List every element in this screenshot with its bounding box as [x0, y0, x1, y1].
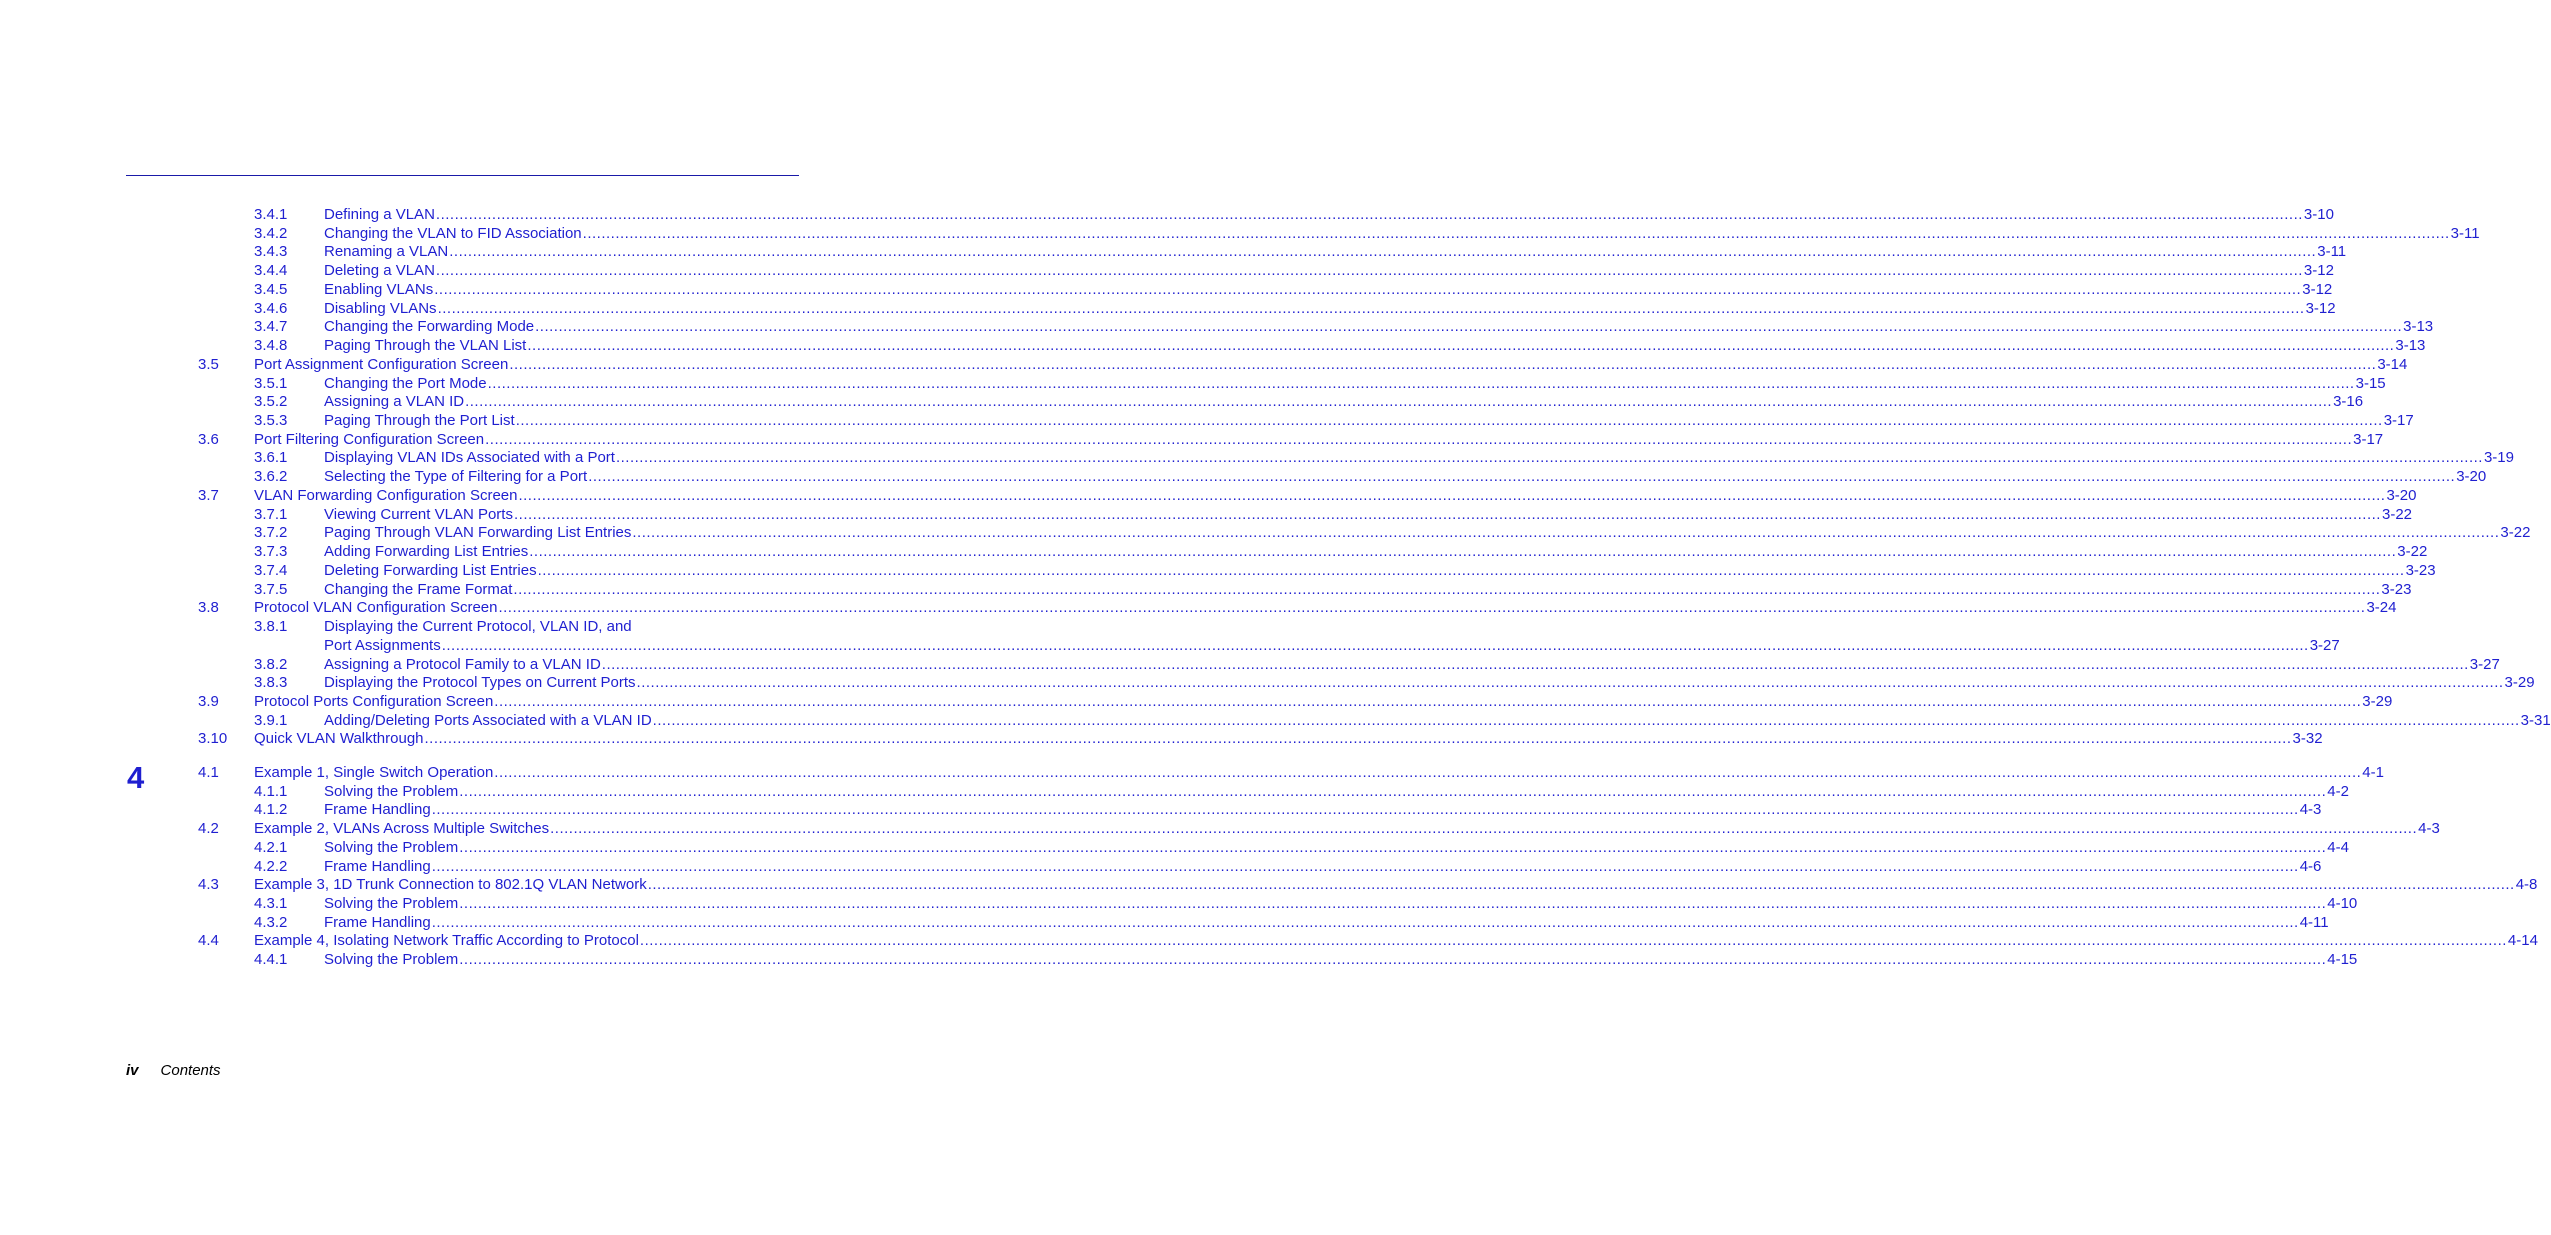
- toc-entry[interactable]: [324, 655, 2500, 674]
- chapter-number: 4: [127, 760, 145, 795]
- toc-row[interactable]: [0, 838, 2349, 857]
- dot-leader: ................................................................................................................................................................................................................................................................................................................................................................................................................: [513, 505, 2381, 523]
- toc-entry[interactable]: [324, 673, 2535, 692]
- dot-leader: ................................................................................................................................................................................................................................................................................................................................................................................................................: [459, 782, 2327, 800]
- footer-page-number: iv: [126, 1062, 139, 1079]
- toc-row[interactable]: [0, 280, 2333, 299]
- toc-entry-title: Quick VLAN Walkthrough: [254, 730, 424, 748]
- dot-leader: ................................................................................................................................................................................................................................................................................................................................................................................................................: [437, 299, 2305, 317]
- toc-row[interactable]: [0, 580, 2412, 599]
- toc-entry[interactable]: [324, 224, 2480, 243]
- header-rule: [126, 175, 799, 176]
- toc-entry-number: 3.7.5: [254, 580, 288, 598]
- toc-entry-number: 3.4.8: [254, 337, 288, 355]
- toc-row[interactable]: [0, 598, 2397, 617]
- toc-entry-page: 3-32: [2292, 730, 2323, 748]
- toc-row[interactable]: [0, 355, 2408, 374]
- toc-entry-number: 4.1.2: [254, 801, 288, 819]
- dot-leader: ................................................................................................................................................................................................................................................................................................................................................................................................................: [424, 730, 2292, 748]
- toc-entry-title: Deleting Forwarding List Entries: [324, 561, 537, 579]
- toc-entry-page: 4-6: [2299, 857, 2322, 875]
- toc-entry-title: Displaying VLAN IDs Associated with a Port: [324, 449, 615, 467]
- toc-entry[interactable]: [324, 374, 2386, 393]
- toc-entry[interactable]: [324, 261, 2334, 280]
- toc-entry-title: Disabling VLANs: [324, 299, 437, 317]
- toc-entry-number: 4.3.2: [254, 913, 288, 931]
- toc-entry-title: Port Assignment Configuration Screen: [254, 355, 509, 373]
- toc-entry-title: Paging Through the Port List: [324, 412, 515, 430]
- toc-entry-number: 3.4.5: [254, 280, 288, 298]
- toc-entry[interactable]: [324, 800, 2322, 819]
- toc-entry[interactable]: [324, 467, 2487, 486]
- toc-row[interactable]: [0, 411, 2414, 430]
- toc-entry-page: 3-12: [2305, 299, 2336, 317]
- toc-entry-number: 4.1.1: [254, 782, 288, 800]
- toc-entry-title[interactable]: Displaying the Current Protocol, VLAN ID, and: [324, 618, 632, 636]
- toc-row[interactable]: [0, 913, 2329, 932]
- toc-entry-number: 3.7.4: [254, 561, 288, 579]
- toc-entry-number: 3.6.2: [254, 468, 288, 486]
- toc-entry-page: 3-31: [2520, 711, 2551, 729]
- dot-leader: ................................................................................................................................................................................................................................................................................................................................................................................................................: [513, 580, 2381, 598]
- dot-leader: ................................................................................................................................................................................................................................................................................................................................................................................................................: [515, 412, 2383, 430]
- toc-row[interactable]: [0, 317, 2434, 336]
- toc-entry[interactable]: [254, 819, 2440, 838]
- toc-row[interactable]: [0, 205, 2334, 224]
- toc-entry-page: 3-11: [2317, 243, 2347, 261]
- toc-entry[interactable]: [254, 692, 2393, 711]
- toc-entry-title: Deleting a VLAN: [324, 262, 435, 280]
- toc-entry-number: 4.3.1: [254, 894, 288, 912]
- toc-row[interactable]: [0, 617, 954, 636]
- toc-entry-number: 3.5: [198, 355, 219, 373]
- dot-leader: ................................................................................................................................................................................................................................................................................................................................................................................................................: [518, 486, 2386, 504]
- toc-row[interactable]: [0, 692, 2393, 711]
- toc-entry[interactable]: [324, 392, 2364, 411]
- toc-row[interactable]: [0, 430, 2384, 449]
- toc-entry-title: Solving the Problem: [324, 951, 459, 968]
- toc-entry-number: 4.4.1: [254, 951, 288, 968]
- toc-entry-page: 4-15: [2327, 951, 2358, 968]
- toc-entry-number: 3.4.1: [254, 206, 288, 223]
- toc-entry-number: 3.7: [198, 486, 219, 504]
- toc-entry-title: Renaming a VLAN: [324, 243, 449, 261]
- dot-leader: ................................................................................................................................................................................................................................................................................................................................................................................................................: [435, 206, 2303, 223]
- toc-entry[interactable]: [324, 894, 2358, 913]
- toc-entry-page: 3-12: [2302, 280, 2333, 298]
- toc-entry-number: 4.4: [198, 932, 219, 950]
- toc-entry[interactable]: [324, 636, 2340, 655]
- toc-row[interactable]: [0, 894, 2358, 913]
- toc-entry-number: 3.8.3: [254, 674, 288, 692]
- dot-leader: ................................................................................................................................................................................................................................................................................................................................................................................................................: [529, 543, 2397, 561]
- toc-entry[interactable]: [254, 729, 2323, 748]
- toc-row[interactable]: [0, 336, 2426, 355]
- toc-entry-page: 3-14: [2377, 355, 2408, 373]
- toc-entry-page: 4-3: [2418, 820, 2440, 838]
- toc-entry[interactable]: [254, 486, 2417, 505]
- toc-entry-title: Adding Forwarding List Entries: [324, 543, 529, 561]
- dot-leader: ................................................................................................................................................................................................................................................................................................................................................................................................................: [485, 430, 2353, 448]
- toc-entry-title: Changing the Port Mode: [324, 374, 487, 392]
- toc-row[interactable]: [0, 729, 2323, 748]
- toc-entry[interactable]: [324, 523, 2531, 542]
- toc-entry[interactable]: [324, 205, 2334, 224]
- toc-entry[interactable]: [254, 875, 2538, 894]
- toc-row[interactable]: [0, 875, 2538, 894]
- toc-entry[interactable]: [324, 505, 2413, 524]
- dot-leader: ................................................................................................................................................................................................................................................................................................................................................................................................................: [465, 393, 2333, 411]
- dot-leader: ................................................................................................................................................................................................................................................................................................................................................................................................................: [632, 524, 2500, 542]
- toc-entry-title: Changing the Frame Format: [324, 580, 513, 598]
- toc-entry-page: 3-12: [2303, 262, 2334, 280]
- dot-leader: ................................................................................................................................................................................................................................................................................................................................................................................................................: [487, 374, 2355, 392]
- toc-entry-page: 4-8: [2515, 876, 2538, 894]
- toc-entry-title: Paging Through VLAN Forwarding List Entries: [324, 524, 632, 542]
- toc-entry-page: 3-15: [2355, 374, 2386, 392]
- dot-leader: ................................................................................................................................................................................................................................................................................................................................................................................................................: [639, 932, 2507, 950]
- toc-entry-title: Assigning a Protocol Family to a VLAN ID: [324, 655, 601, 673]
- toc-entry-page: 4-10: [2327, 894, 2358, 912]
- toc-entry-number: 4.2: [198, 820, 219, 838]
- toc-entry-number: 3.7.1: [254, 505, 288, 523]
- toc-entry-title: Example 4, Isolating Network Traffic According to Protocol: [254, 932, 639, 950]
- toc-entry-page: 3-23: [2381, 580, 2412, 598]
- toc-row[interactable]: [0, 299, 2336, 318]
- dot-leader: ................................................................................................................................................................................................................................................................................................................................................................................................................: [535, 318, 2403, 336]
- dot-leader: ................................................................................................................................................................................................................................................................................................................................................................................................................: [449, 243, 2317, 261]
- toc-row[interactable]: [0, 857, 2322, 876]
- toc-entry-page: 3-23: [2405, 561, 2436, 579]
- toc-row[interactable]: [0, 261, 2334, 280]
- toc-entry-title: Example 2, VLANs Across Multiple Switches: [254, 820, 550, 838]
- toc-entry-title: Protocol VLAN Configuration Screen: [254, 599, 498, 617]
- toc-entry-number: 3.5.2: [254, 393, 288, 411]
- toc-entry-title: Viewing Current VLAN Ports: [324, 505, 513, 523]
- toc-entry-page: 3-22: [2500, 524, 2531, 542]
- toc-entry-title: Solving the Problem: [324, 782, 459, 800]
- toc-row[interactable]: [0, 819, 2440, 838]
- dot-leader: ................................................................................................................................................................................................................................................................................................................................................................................................................: [527, 337, 2395, 355]
- toc-entry-number: 3.4.6: [254, 299, 288, 317]
- toc-entry-page: 3-22: [2381, 505, 2413, 523]
- toc-entry-page: 3-29: [2362, 692, 2393, 710]
- dot-leader: ................................................................................................................................................................................................................................................................................................................................................................................................................: [431, 857, 2299, 875]
- toc-entry-title: Frame Handling: [324, 801, 431, 819]
- dot-leader: ................................................................................................................................................................................................................................................................................................................................................................................................................: [615, 449, 2483, 467]
- toc-row[interactable]: [0, 636, 2340, 655]
- toc-entry-number: 3.7.3: [254, 543, 288, 561]
- dot-leader: ................................................................................................................................................................................................................................................................................................................................................................................................................: [459, 894, 2327, 912]
- toc-entry-page: 3-13: [2403, 318, 2434, 336]
- toc-entry-title: Port Filtering Configuration Screen: [254, 430, 485, 448]
- toc-entry-page: 3-27: [2309, 636, 2340, 654]
- toc-entry-number: 4.2.2: [254, 857, 288, 875]
- toc-entry-number: 4.2.1: [254, 838, 288, 856]
- toc-entry-page: 3-29: [2504, 674, 2535, 692]
- dot-leader: ................................................................................................................................................................................................................................................................................................................................................................................................................: [509, 355, 2377, 373]
- toc-entry[interactable]: [324, 280, 2333, 299]
- toc-entry-title: Defining a VLAN: [324, 206, 435, 223]
- toc-entry-page: 3-10: [2303, 206, 2334, 223]
- toc-row[interactable]: [0, 561, 2436, 580]
- toc-row[interactable]: [0, 486, 2417, 505]
- toc-row[interactable]: [0, 673, 2535, 692]
- toc-entry-page: 3-20: [2456, 468, 2487, 486]
- toc-entry-page: 4-4: [2327, 838, 2349, 856]
- dot-leader: ................................................................................................................................................................................................................................................................................................................................................................................................................: [431, 913, 2299, 931]
- toc-entry-page: 4-3: [2299, 801, 2322, 819]
- toc-row[interactable]: [0, 800, 2322, 819]
- toc-entry-page: 3-27: [2469, 655, 2500, 673]
- toc-row[interactable]: [0, 931, 2538, 950]
- toc-entry[interactable]: [324, 561, 2436, 580]
- toc-entry[interactable]: [254, 598, 2397, 617]
- toc-row[interactable]: [0, 542, 2428, 561]
- toc-entry[interactable]: [254, 763, 2384, 782]
- dot-leader: ................................................................................................................................................................................................................................................................................................................................................................................................................: [582, 224, 2450, 242]
- toc-entry-page: 3-20: [2386, 486, 2417, 504]
- toc-entry[interactable]: [324, 411, 2414, 430]
- dot-leader: ................................................................................................................................................................................................................................................................................................................................................................................................................: [494, 692, 2362, 710]
- dot-leader: ................................................................................................................................................................................................................................................................................................................................................................................................................: [459, 838, 2327, 856]
- toc-entry-title: Example 3, 1D Trunk Connection to 802.1Q VLAN Network: [254, 876, 647, 894]
- toc-entry-title: Changing the VLAN to FID Association: [324, 224, 582, 242]
- toc-entry-title: Protocol Ports Configuration Screen: [254, 692, 494, 710]
- toc-entry-title: Assigning a VLAN ID: [324, 393, 465, 411]
- toc-entry-page: 3-16: [2333, 393, 2364, 411]
- toc-entry-title: VLAN Forwarding Configuration Screen: [254, 486, 518, 504]
- dot-leader: ................................................................................................................................................................................................................................................................................................................................................................................................................: [652, 711, 2520, 729]
- toc-entry-number: 3.6: [198, 430, 219, 448]
- toc-entry-title: Enabling VLANs: [324, 280, 434, 298]
- toc-entry-title: Displaying the Protocol Types on Current Ports: [324, 674, 636, 692]
- toc-entry-title: Solving the Problem: [324, 838, 459, 856]
- toc-entry[interactable]: [324, 542, 2428, 561]
- dot-leader: ................................................................................................................................................................................................................................................................................................................................................................................................................: [588, 468, 2456, 486]
- toc-entry-page: 4-2: [2327, 782, 2349, 800]
- toc-row[interactable]: [0, 505, 2413, 524]
- toc-entry-number: 3.8: [198, 599, 219, 617]
- toc-entry[interactable]: [324, 950, 2358, 969]
- dot-leader: ................................................................................................................................................................................................................................................................................................................................................................................................................: [441, 636, 2309, 654]
- toc-entry-title: Frame Handling: [324, 913, 431, 931]
- toc-entry-page: 3-17: [2383, 412, 2414, 430]
- toc-entry[interactable]: [324, 711, 2551, 730]
- dot-leader: ................................................................................................................................................................................................................................................................................................................................................................................................................: [550, 820, 2418, 838]
- toc-entry-number: 4.1: [198, 764, 219, 781]
- toc-entry-number: 3.9.1: [254, 711, 288, 729]
- toc-entry-number: 3.5.1: [254, 374, 288, 392]
- dot-leader: ................................................................................................................................................................................................................................................................................................................................................................................................................: [601, 655, 2469, 673]
- toc-entry-number: 3.10: [198, 730, 228, 748]
- toc-entry-number: 3.9: [198, 692, 219, 710]
- toc-row[interactable]: [0, 523, 2531, 542]
- toc-row[interactable]: [0, 374, 2386, 393]
- toc-row[interactable]: [0, 655, 2500, 674]
- toc-entry-title: Paging Through the VLAN List: [324, 337, 527, 355]
- toc-row[interactable]: [0, 242, 2347, 261]
- toc-entry-number: 3.4.2: [254, 224, 288, 242]
- toc-entry-number: 3.8.2: [254, 655, 288, 673]
- toc-row[interactable]: [0, 448, 2514, 467]
- toc-entry-page: 4-14: [2507, 932, 2538, 950]
- toc-entry[interactable]: [324, 448, 2514, 467]
- dot-leader: ................................................................................................................................................................................................................................................................................................................................................................................................................: [435, 262, 2303, 280]
- toc-entry-title: Selecting the Type of Filtering for a Port: [324, 468, 588, 486]
- toc-entry-title: Solving the Problem: [324, 894, 459, 912]
- toc-entry[interactable]: [324, 838, 2349, 857]
- dot-leader: ................................................................................................................................................................................................................................................................................................................................................................................................................: [434, 280, 2302, 298]
- toc-entry-page: 3-24: [2366, 599, 2397, 617]
- toc-entry[interactable]: [254, 931, 2538, 950]
- dot-leader: ................................................................................................................................................................................................................................................................................................................................................................................................................: [431, 801, 2299, 819]
- toc-entry-page: 4-1: [2362, 764, 2384, 781]
- toc-entry-number: 4.3: [198, 876, 219, 894]
- toc-entry[interactable]: [324, 299, 2336, 318]
- toc-entry-page: 4-11: [2299, 913, 2329, 931]
- toc-entry[interactable]: [324, 317, 2434, 336]
- dot-leader: ................................................................................................................................................................................................................................................................................................................................................................................................................: [537, 561, 2405, 579]
- toc-entry-number: 3.4.7: [254, 318, 288, 336]
- toc-row[interactable]: [0, 711, 2551, 730]
- toc-entry[interactable]: [254, 355, 2408, 374]
- toc-entry-page: 3-11: [2450, 224, 2480, 242]
- toc-entry-title: Port Assignments: [324, 636, 441, 654]
- dot-leader: ................................................................................................................................................................................................................................................................................................................................................................................................................: [459, 951, 2327, 968]
- toc-entry-page: 3-13: [2395, 337, 2426, 355]
- toc-entry-number: 3.6.1: [254, 449, 288, 467]
- dot-leader: ................................................................................................................................................................................................................................................................................................................................................................................................................: [647, 876, 2515, 894]
- toc-entry-number: 3.4.3: [254, 243, 288, 261]
- toc-entry[interactable]: [324, 242, 2347, 261]
- page-footer: [126, 1061, 221, 1080]
- toc-row[interactable]: [0, 224, 2480, 243]
- dot-leader: ................................................................................................................................................................................................................................................................................................................................................................................................................: [494, 764, 2362, 781]
- dot-leader: ................................................................................................................................................................................................................................................................................................................................................................................................................: [636, 674, 2504, 692]
- toc-entry-page: 3-17: [2353, 430, 2384, 448]
- toc-entry-title: Changing the Forwarding Mode: [324, 318, 535, 336]
- toc-entry-title: Adding/Deleting Ports Associated with a VLAN ID: [324, 711, 652, 729]
- toc-entry[interactable]: [324, 580, 2412, 599]
- toc-entry[interactable]: [324, 913, 2329, 932]
- toc-row[interactable]: [0, 467, 2487, 486]
- toc-entry-number: 3.7.2: [254, 524, 288, 542]
- toc-entry-number: 3.4.4: [254, 262, 288, 280]
- toc-row[interactable]: [0, 950, 2358, 969]
- dot-leader: ................................................................................................................................................................................................................................................................................................................................................................................................................: [498, 599, 2366, 617]
- toc-entry[interactable]: [324, 782, 2349, 801]
- toc-entry-page: 3-19: [2483, 449, 2514, 467]
- toc-entry-title: Frame Handling: [324, 857, 431, 875]
- toc-entry[interactable]: [324, 336, 2426, 355]
- toc-entry-number: 3.8.1: [254, 618, 288, 636]
- toc-entry[interactable]: [324, 857, 2322, 876]
- toc-row[interactable]: [0, 392, 2364, 411]
- footer-section-label: Contents: [160, 1062, 221, 1079]
- toc-entry-title: Example 1, Single Switch Operation: [254, 764, 494, 781]
- toc-entry-page: 3-22: [2397, 543, 2428, 561]
- toc-entry-number: 3.5.3: [254, 412, 288, 430]
- toc-entry[interactable]: [254, 430, 2384, 449]
